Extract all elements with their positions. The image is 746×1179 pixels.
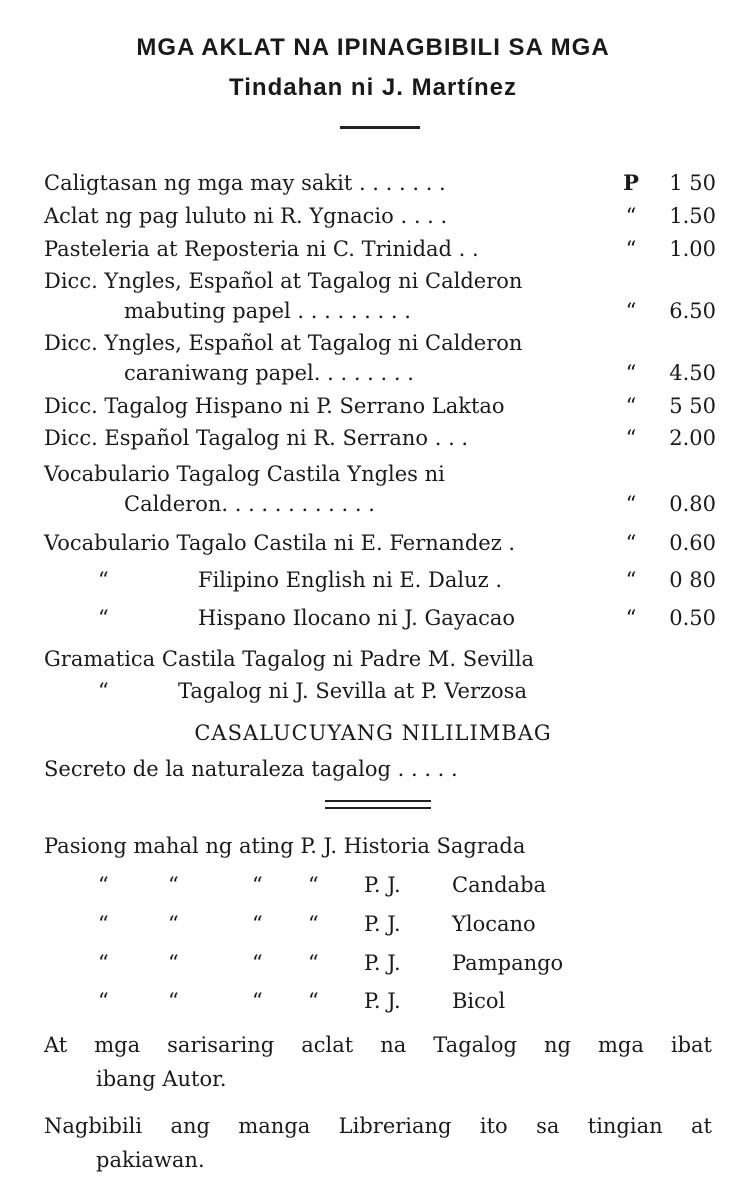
ditto-mark: “ bbox=[98, 912, 109, 936]
book-price: 0.60 bbox=[669, 531, 716, 555]
ditto-mark: “ bbox=[625, 299, 637, 323]
ditto-mark: “ bbox=[98, 568, 109, 592]
book-price: 1.00 bbox=[669, 237, 716, 261]
ditto-mark: “ bbox=[625, 531, 637, 555]
ditto-mark: “ bbox=[252, 989, 263, 1013]
book-title: Vocabulario Tagalog Castila Yngles ni bbox=[44, 462, 445, 486]
page-title: MGA AKLAT NA IPINAGBIBILI SA MGA bbox=[136, 34, 610, 61]
closing-paragraph-1-continued: ibang Autor. bbox=[96, 1067, 227, 1091]
pj-label: P. J. bbox=[364, 912, 401, 936]
book-price: 0.80 bbox=[669, 492, 716, 516]
book-title: Vocabulario Tagalo Castila ni E. Fernandez . bbox=[44, 531, 516, 555]
book-title-continued: caraniwang papel. . . . . . . . bbox=[124, 361, 414, 385]
ditto-mark: “ bbox=[625, 361, 637, 385]
dialect-name: Bicol bbox=[452, 989, 506, 1013]
book-title-continued: Calderon. . . . . . . . . . . . bbox=[124, 492, 375, 516]
book-title: Dicc. Yngles, Español at Tagalog ni Calderon bbox=[44, 269, 523, 293]
ditto-mark: “ bbox=[625, 606, 637, 630]
book-title: Dicc. Español Tagalog ni R. Serrano . . . bbox=[44, 426, 469, 450]
book-title: Hispano Ilocano ni J. Gayacao bbox=[198, 606, 516, 630]
book-title: Filipino English ni E. Daluz . bbox=[198, 568, 503, 592]
ditto-mark: “ bbox=[625, 492, 637, 516]
section-divider bbox=[325, 800, 431, 809]
list-item: Pasiong mahal ng ating P. J. Historia Sagrada bbox=[44, 834, 526, 858]
ditto-mark: “ bbox=[98, 873, 109, 897]
ditto-mark: “ bbox=[625, 204, 637, 228]
ditto-mark: “ bbox=[168, 873, 179, 897]
page-subtitle: Tindahan ni J. Martínez bbox=[229, 74, 517, 101]
pj-label: P. J. bbox=[364, 989, 401, 1013]
closing-paragraph-2: Nagbibili ang manga Libreriang ito sa tingian at bbox=[44, 1114, 712, 1138]
book-price: 5 50 bbox=[669, 394, 716, 418]
list-item: Tagalog ni J. Sevilla at P. Verzosa bbox=[178, 679, 527, 703]
ditto-mark: “ bbox=[168, 912, 179, 936]
ditto-mark: “ bbox=[252, 912, 263, 936]
ditto-mark: “ bbox=[98, 951, 109, 975]
pj-label: P. J. bbox=[364, 951, 401, 975]
book-price: 2.00 bbox=[669, 426, 716, 450]
ditto-mark: “ bbox=[252, 951, 263, 975]
ditto-mark: “ bbox=[625, 237, 637, 261]
book-price: 0 80 bbox=[669, 568, 716, 592]
book-title: Caligtasan ng mga may sakit . . . . . . . bbox=[44, 171, 446, 195]
book-price: 6.50 bbox=[669, 299, 716, 323]
closing-paragraph-2-continued: pakiawan. bbox=[96, 1148, 205, 1172]
book-title: Aclat ng pag luluto ni R. Ygnacio . . . . bbox=[44, 204, 448, 228]
ditto-mark: “ bbox=[308, 989, 319, 1013]
header-divider bbox=[340, 126, 420, 129]
book-price: 0.50 bbox=[669, 606, 716, 630]
list-item: Gramatica Castila Tagalog ni Padre M. Sevilla bbox=[44, 647, 535, 671]
ditto-mark: “ bbox=[625, 426, 637, 450]
ditto-mark: “ bbox=[308, 951, 319, 975]
ditto-mark: “ bbox=[98, 679, 109, 703]
currency-mark: P bbox=[623, 170, 639, 195]
book-price: 1.50 bbox=[669, 204, 716, 228]
ditto-mark: “ bbox=[252, 873, 263, 897]
ditto-mark: “ bbox=[625, 394, 637, 418]
ditto-mark: “ bbox=[98, 606, 109, 630]
closing-paragraph-1: At mga sarisaring aclat na Tagalog ng mga ibat bbox=[44, 1033, 712, 1057]
book-title: Pasteleria at Reposteria ni C. Trinidad . . bbox=[44, 237, 479, 261]
ditto-mark: “ bbox=[168, 989, 179, 1013]
ditto-mark: “ bbox=[308, 912, 319, 936]
ditto-mark: “ bbox=[308, 873, 319, 897]
section-heading: CASALUCUYANG NILILIMBAG bbox=[194, 721, 552, 745]
ditto-mark: “ bbox=[98, 989, 109, 1013]
pj-label: P. J. bbox=[364, 873, 401, 897]
book-price: 4.50 bbox=[669, 361, 716, 385]
book-title: Dicc. Tagalog Hispano ni P. Serrano Laktao bbox=[44, 394, 505, 418]
book-title-continued: mabuting papel . . . . . . . . . bbox=[124, 299, 411, 323]
book-price: 1 50 bbox=[669, 171, 716, 195]
dialect-name: Ylocano bbox=[452, 912, 536, 936]
ditto-mark: “ bbox=[168, 951, 179, 975]
ditto-mark: “ bbox=[625, 568, 637, 592]
dialect-name: Pampango bbox=[452, 951, 564, 975]
list-item: Secreto de la naturaleza tagalog . . . . . bbox=[44, 757, 458, 781]
dialect-name: Candaba bbox=[452, 873, 547, 897]
book-title: Dicc. Yngles, Español at Tagalog ni Calderon bbox=[44, 331, 523, 355]
